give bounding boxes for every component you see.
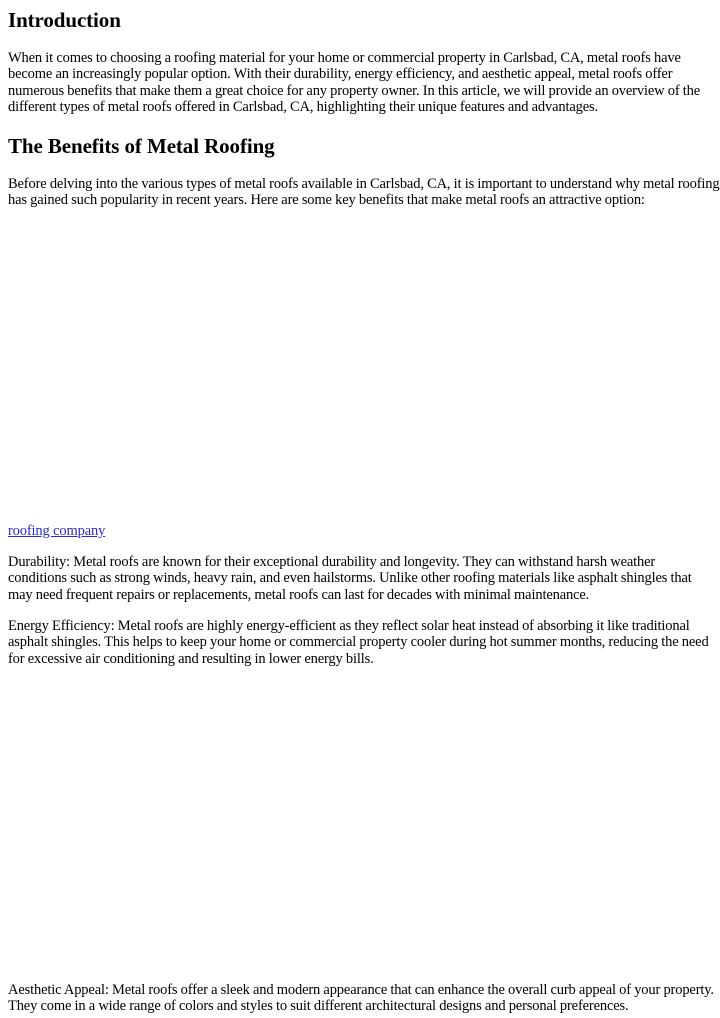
benefits-heading: The Benefits of Metal Roofing xyxy=(8,134,275,158)
benefits-paragraph: Before delving into the various types of metal roofs available in Carlsbad, CA, it is important to understand why metal roofing has gained such popularity in recent years. Here are some key benefits that make metal roofs an attractive option: xyxy=(8,176,720,209)
roofing-company-link[interactable]: roofing company xyxy=(8,523,106,539)
introduction-heading: Introduction xyxy=(8,8,121,32)
durability-paragraph: Durability: Metal roofs are known for their exceptional durability and longevity. They can withstand harsh weather conditions such as strong winds, heavy rain, and even hailstorms. Unlike other roofing materials like asphalt shingles that may need frequent repairs or replacements, metal roofs can last for decades with minimal maintenance. xyxy=(8,554,692,603)
energy-efficiency-paragraph: Energy Efficiency: Metal roofs are highly energy-efficient as they reflect solar heat instead of absorbing it like traditional asphalt shingles. This helps to keep your home or commercial property cooler during hot summer months, reducing the need for excessive air conditioning and resulting in lower energy bills. xyxy=(8,618,709,667)
blank-embed-area xyxy=(8,672,720,977)
blank-embed-area xyxy=(8,212,720,517)
aesthetic-appeal-paragraph: Aesthetic Appeal: Metal roofs offer a sleek and modern appearance that can enhance the overall curb appeal of your property. They come in a wide range of colors and styles to suit different architectural designs and personal preferences. xyxy=(8,982,714,1015)
introduction-paragraph: When it comes to choosing a roofing material for your home or commercial property in Carlsbad, CA, metal roofs have become an increasingly popular option. With their durability, energy efficiency, and aesthetic appeal, metal roofs offer numerous benefits that make them a great choice for any property owner. In this article, we will provide an overview of the different types of metal roofs offered in Carlsbad, CA, highlighting their unique features and advantages. xyxy=(8,50,701,115)
